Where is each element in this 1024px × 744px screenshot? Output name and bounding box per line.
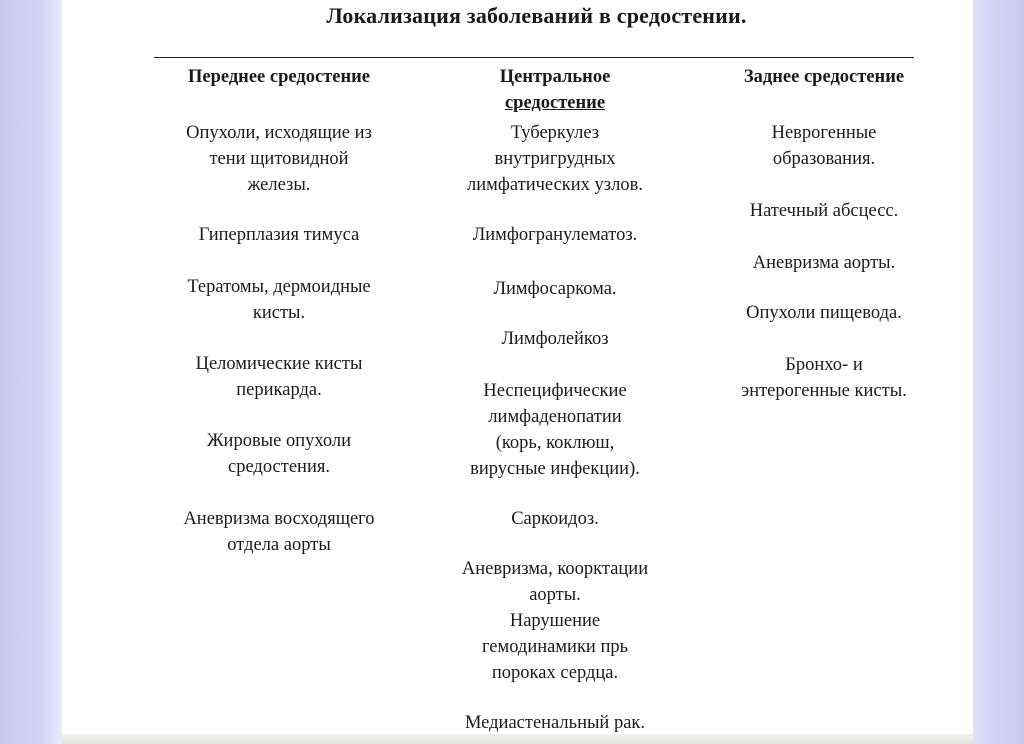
- list-item: Аневризма восходящего отдела аорты: [183, 509, 375, 555]
- list-item: Опухоли, исходящие из тени щитовидной железы.: [186, 123, 372, 195]
- list-item: Неспецифические лимфаденопатии (корь, коклюш, вирусные инфекции).: [470, 381, 640, 479]
- heading-line: Переднее средостение: [187, 67, 371, 87]
- list-item: Бронхо- и энтерогенные кисты.: [741, 355, 907, 401]
- list-item: Опухоли пищевода.: [746, 303, 902, 323]
- document-page: [62, 0, 973, 744]
- column-heading: [144, 64, 414, 90]
- list-item: Лимфолейкоз: [501, 329, 609, 349]
- column-heading: [420, 64, 690, 116]
- heading-line: средостение: [504, 93, 606, 113]
- list-item: Жировые опухоли средостения.: [206, 431, 352, 477]
- list-item: Туберкулез внутригрудных лимфатических узлов.: [467, 123, 643, 195]
- list-item: Лимфогранулематоз.: [472, 225, 638, 245]
- list-item: Неврогенные образования.: [771, 123, 877, 169]
- heading-line: Заднее средостение: [743, 67, 905, 87]
- list-item: Гиперплазия тимуса: [198, 225, 360, 245]
- column-central-mediastinum: [420, 0, 690, 744]
- column-posterior-mediastinum: [689, 0, 959, 744]
- list-item: Аневризма, коорктации аорты.: [461, 559, 649, 605]
- page-title: Локализация заболеваний в средостении.: [326, 3, 747, 28]
- list-item: Тератомы, дермоидные кисты.: [187, 277, 371, 323]
- column-heading: [689, 64, 959, 90]
- column-anterior-mediastinum: [144, 0, 414, 744]
- list-item: Натечный абсцесс.: [749, 201, 899, 221]
- list-item: Целомические кисты перикарда.: [195, 354, 363, 400]
- heading-line: Центральное: [499, 67, 611, 87]
- list-item: Саркоидоз.: [511, 509, 599, 529]
- list-item: Медиастенальный рак.: [464, 713, 646, 733]
- list-item: Аневризма аорты.: [752, 253, 896, 273]
- list-item: Нарушение гемодинамики прь пороках сердца.: [481, 611, 629, 683]
- list-item: Лимфосаркома.: [493, 279, 617, 299]
- bottom-strip: [62, 734, 973, 744]
